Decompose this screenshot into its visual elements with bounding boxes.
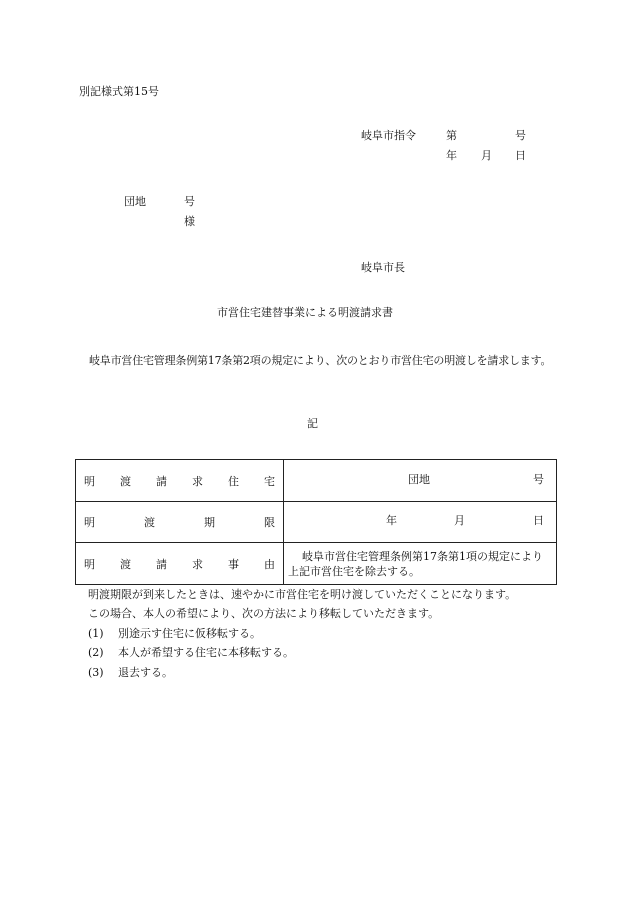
item-text: 本人が希望する住宅に本移転する。 — [118, 646, 294, 660]
item-text: 退去する。 — [118, 665, 173, 679]
label-text — [76, 556, 283, 572]
label-char: 宅 — [264, 474, 275, 488]
value-day: 日 — [533, 514, 544, 527]
addressee-go: 号 — [184, 195, 195, 208]
addressee-sama: 様 — [184, 215, 195, 228]
label-text — [76, 473, 283, 489]
note-line: 明渡期限が到来したときは、速やかに市営住宅を明け渡していただくことになります。 — [88, 588, 517, 601]
doc-number-go: 号 — [515, 129, 526, 142]
label-char: 明 — [84, 557, 95, 571]
form-number: 別記様式第15号 — [79, 85, 159, 98]
label-char: 明 — [84, 516, 95, 529]
label-text — [76, 514, 283, 530]
label-char: 渡 — [120, 557, 131, 571]
item-number: (3) — [88, 665, 104, 679]
value-cell — [284, 543, 557, 585]
addressee-danchi: 団地 — [124, 195, 146, 208]
date-day: 日 — [515, 149, 526, 162]
note-item — [88, 663, 516, 682]
value-danchi: 団地 — [408, 472, 430, 486]
item-text: 別途示す住宅に仮移転する。 — [118, 626, 261, 640]
label-char: 求 — [192, 474, 203, 488]
item-number: (2) — [88, 646, 104, 660]
reason-text: 岐阜市営住宅管理条例第17条第1項の規定により上記市営住宅を除去する。 — [288, 549, 543, 578]
label-char: 渡 — [144, 516, 155, 529]
document-title: 市営住宅建替事業による明渡請求書 — [217, 306, 393, 319]
label-char: 期 — [204, 516, 215, 529]
label-char: 事 — [228, 557, 239, 571]
label-char: 請 — [156, 474, 167, 488]
label-char: 住 — [228, 474, 239, 488]
detail-table — [75, 459, 557, 585]
label-char: 明 — [84, 474, 95, 488]
issuer: 岐阜市長 — [361, 261, 405, 274]
date-year: 年 — [446, 149, 457, 162]
label-cell — [76, 543, 284, 585]
label-char: 求 — [192, 557, 203, 571]
doc-number-dai: 第 — [446, 129, 457, 142]
intro-paragraph: 岐阜市営住宅管理条例第17条第2項の規定により、次のとおり市営住宅の明渡しを請求します。 — [89, 354, 552, 367]
note-item — [88, 643, 516, 662]
date-month: 月 — [481, 149, 492, 162]
value-year: 年 — [386, 514, 397, 527]
note-item — [88, 624, 516, 643]
label-char: 渡 — [120, 474, 131, 488]
label-char: 請 — [156, 557, 167, 571]
item-number: (1) — [88, 626, 104, 640]
label-char: 限 — [264, 516, 275, 529]
issuing-office-label: 岐阜市指令 — [361, 129, 416, 142]
value-cell — [284, 502, 557, 543]
notes — [88, 585, 516, 682]
ki-heading: 記 — [307, 417, 318, 430]
label-cell — [76, 460, 284, 502]
table-row — [76, 502, 557, 543]
table-row — [76, 543, 557, 585]
label-char: 由 — [264, 557, 275, 571]
note-line: この場合、本人の希望により、次の方法により移転していただきます。 — [88, 607, 440, 621]
label-cell — [76, 502, 284, 543]
table-row — [76, 460, 557, 502]
value-go: 号 — [533, 472, 544, 486]
value-cell — [284, 460, 557, 502]
value-month: 月 — [454, 514, 465, 527]
